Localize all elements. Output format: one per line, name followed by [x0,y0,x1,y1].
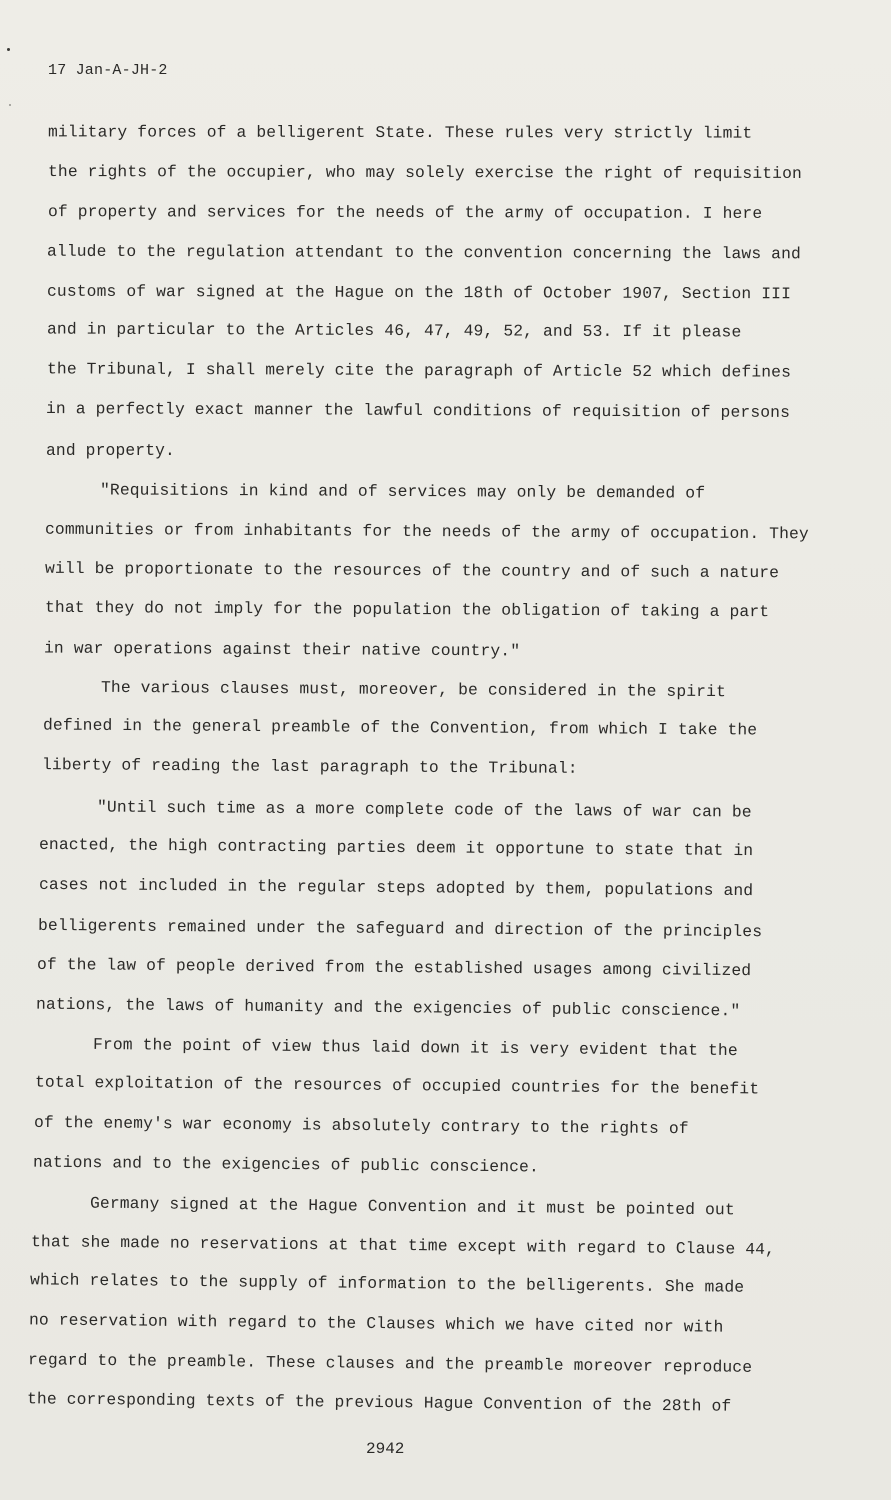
text-line: communities or from inhabitants for the needs of the army of occupation. They [44,519,809,544]
text-line: enacted, the high contracting parties deem it opportune to state that in [38,834,754,861]
margin-speck [9,104,11,106]
text-line: and property. [46,441,175,460]
text-line: of property and services for the needs of the army of occupation. I here [47,202,763,223]
text-line: the rights of the occupier, who may solely exercise the right of requisition [47,162,802,183]
text-line: cases not included in the regular steps adopted by them, populations and [38,874,754,901]
text-line: Germany signed at the Hague Convention and it must be pointed out [89,1193,735,1220]
text-line: in a perfectly exact manner the lawful conditions of requisition of persons [45,399,791,422]
text-line: will be proportionate to the resources of the country and of such a nature [44,558,780,583]
document-reference: 17 Jan-A-JH-2 [48,62,168,79]
text-line: military forces of a belligerent State. These rules very strictly limit [47,122,753,143]
text-line: that she made no reservations at that time except with regard to Clause 44, [30,1232,776,1259]
page-number: 2942 [366,1440,405,1458]
text-line: nations, the laws of humanity and the exigencies of public conscience." [35,994,741,1021]
text-line: defined in the general preamble of the Convention, from which I take the [42,715,758,740]
text-line: regard to the preamble. These clauses and the preamble moreover reproduce [27,1350,753,1377]
text-line: The various clauses must, moreover, be considered in the spirit [100,677,727,702]
text-line: the Tribunal, I shall merely cite the paragraph of Article 52 which defines [46,359,792,382]
text-line: allude to the regulation attendant to the convention concerning the laws and [46,241,801,264]
text-line: in war operations against their native country." [43,638,521,661]
text-line: customs of war signed at the Hague on the 18th of October 1907, Section III [46,281,792,304]
text-line: of the law of people derived from the established usages among civilized [36,954,752,981]
text-line: the corresponding texts of the previous Hague Convention of the 28th of [26,1389,732,1416]
text-line: "Requisitions in kind and of services may only be demanded of [99,480,706,503]
text-line: liberty of reading the last paragraph to the Tribunal: [41,755,578,778]
text-line: total exploitation of the resources of occupied countries for the benefit [34,1072,760,1099]
text-line: and in particular to the Articles 46, 47, 49, 52, and 53. If it please [46,319,742,342]
text-line: nations and to the exigencies of public conscience. [32,1152,540,1177]
text-line: which relates to the supply of information to the belligerents. She made [29,1270,745,1297]
text-line: "Until such time as a more complete code of the laws of war can be [96,797,752,822]
margin-speck [7,48,10,51]
text-line: of the enemy's war economy is absolutely contrary to the rights of [33,1112,689,1139]
text-line: no reservation with regard to the Clauses which we have cited nor with [28,1310,724,1337]
text-line: that they do not imply for the population the obligation of taking a part [44,597,770,622]
text-line: From the point of view thus laid down it is very evident that the [92,1034,738,1061]
text-line: belligerents remained under the safeguard and direction of the principles [37,915,763,942]
